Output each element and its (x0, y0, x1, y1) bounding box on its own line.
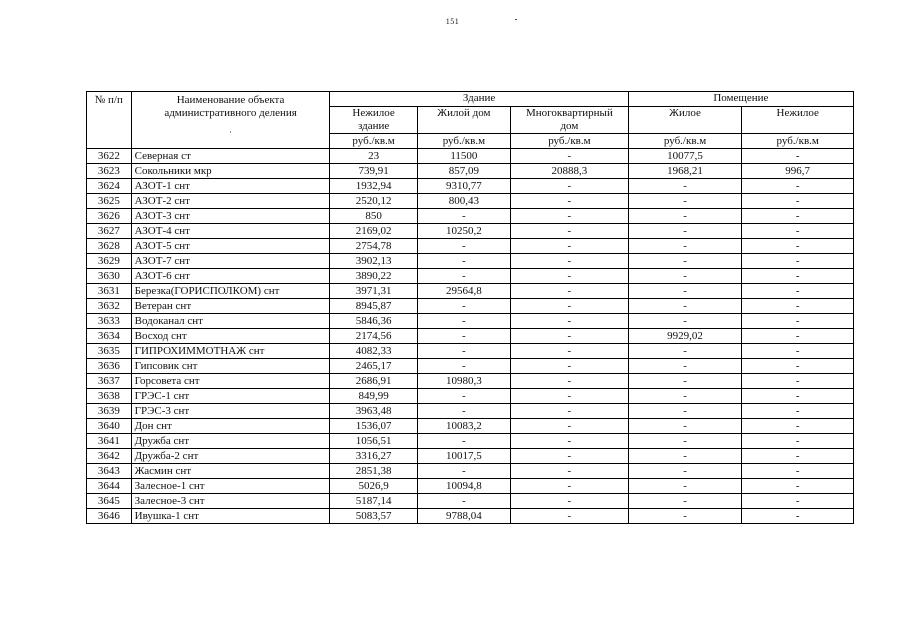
header-name-line1: Наименование объекта (176, 94, 285, 106)
table-row (87, 404, 854, 419)
row-name: Горсовета снт (131, 374, 330, 389)
header-apartment-building-line1: Многоквартирный (525, 107, 613, 119)
cell-residential-house: 857,09 (417, 164, 510, 179)
cell-nonres-building: 5846,36 (330, 314, 417, 329)
cell-nonres-building: 5083,57 (330, 509, 417, 524)
cell-apartment-building: - (511, 194, 629, 209)
cell-premises-residential: - (628, 464, 742, 479)
cell-apartment-building: - (511, 494, 629, 509)
cell-apartment-building: - (511, 149, 629, 164)
cell-nonres-building: 2686,91 (330, 374, 417, 389)
cell-premises-residential: - (628, 284, 742, 299)
cell-residential-house: - (417, 494, 510, 509)
cell-premises-residential: - (628, 419, 742, 434)
cell-premises-nonres: - (742, 284, 854, 299)
cell-premises-residential: - (628, 194, 742, 209)
row-name: АЗОТ-5 снт (131, 239, 330, 254)
header-apartment-building-line2: дом (560, 120, 579, 132)
cell-premises-nonres: - (742, 464, 854, 479)
header-nonres-building (330, 107, 417, 134)
cell-apartment-building: - (511, 179, 629, 194)
row-number: 3624 (87, 179, 132, 194)
row-name: Северная ст (131, 149, 330, 164)
cell-nonres-building: 3963,48 (330, 404, 417, 419)
table-row (87, 509, 854, 524)
cell-nonres-building: 23 (330, 149, 417, 164)
row-number: 3640 (87, 419, 132, 434)
row-name: Дружба снт (131, 434, 330, 449)
header-nonres-building-line2: здание (357, 120, 390, 132)
cell-residential-house: - (417, 269, 510, 284)
row-name: Дон снт (131, 419, 330, 434)
cell-apartment-building: - (511, 464, 629, 479)
cell-residential-house: 10083,2 (417, 419, 510, 434)
cell-premises-nonres: - (742, 299, 854, 314)
header-name-mark: · (229, 127, 233, 137)
row-name: Сокольники мкр (131, 164, 330, 179)
row-name: ГИПРОХИММОТНАЖ снт (131, 344, 330, 359)
cell-apartment-building: - (511, 404, 629, 419)
header-name (131, 92, 330, 149)
cell-residential-house: 11500 (417, 149, 510, 164)
cell-residential-house: - (417, 329, 510, 344)
page-number: 151 (445, 17, 460, 26)
row-name: АЗОТ-1 снт (131, 179, 330, 194)
header-group-premises: Помещение (628, 92, 853, 107)
cell-nonres-building: 3971,31 (330, 284, 417, 299)
cell-residential-house: 10250,2 (417, 224, 510, 239)
row-name: АЗОТ-4 снт (131, 224, 330, 239)
cell-residential-house: - (417, 254, 510, 269)
cell-residential-house: 10980,3 (417, 374, 510, 389)
cell-apartment-building: - (511, 389, 629, 404)
cell-apartment-building: - (511, 449, 629, 464)
cell-premises-nonres: - (742, 344, 854, 359)
header-group-building: Здание (330, 92, 628, 107)
cell-premises-nonres: - (742, 314, 854, 329)
cell-premises-nonres: - (742, 149, 854, 164)
cell-apartment-building: 20888,3 (511, 164, 629, 179)
row-number: 3637 (87, 374, 132, 389)
cell-nonres-building: 5187,14 (330, 494, 417, 509)
row-number: 3629 (87, 254, 132, 269)
cell-premises-nonres: - (742, 374, 854, 389)
cell-premises-nonres: - (742, 254, 854, 269)
cell-residential-house: - (417, 359, 510, 374)
row-name: АЗОТ-6 снт (131, 269, 330, 284)
header-premises-residential: Жилое (628, 107, 742, 134)
unit-premises-residential: руб./кв.м (628, 134, 742, 149)
header-nonres-building-line1: Нежилое (352, 107, 395, 119)
cell-premises-nonres: 996,7 (742, 164, 854, 179)
table-row (87, 179, 854, 194)
row-number: 3630 (87, 269, 132, 284)
cell-premises-nonres: - (742, 239, 854, 254)
row-number: 3642 (87, 449, 132, 464)
cell-residential-house: - (417, 239, 510, 254)
cell-premises-residential: - (628, 344, 742, 359)
scan-speck (515, 19, 517, 20)
row-number: 3643 (87, 464, 132, 479)
cell-residential-house: - (417, 299, 510, 314)
row-name: ГРЭС-3 снт (131, 404, 330, 419)
cell-premises-nonres: - (742, 194, 854, 209)
cell-apartment-building: - (511, 224, 629, 239)
row-number: 3639 (87, 404, 132, 419)
row-number: 3636 (87, 359, 132, 374)
cell-nonres-building: 739,91 (330, 164, 417, 179)
cell-premises-residential: - (628, 434, 742, 449)
header-num: № п/п (87, 92, 132, 149)
cell-nonres-building: 2754,78 (330, 239, 417, 254)
cell-premises-residential: - (628, 254, 742, 269)
cell-nonres-building: 1932,94 (330, 179, 417, 194)
cell-premises-residential: - (628, 314, 742, 329)
table-row (87, 209, 854, 224)
row-number: 3638 (87, 389, 132, 404)
cell-residential-house: 10094,8 (417, 479, 510, 494)
unit-premises-nonres: руб./кв.м (742, 134, 854, 149)
cell-apartment-building: - (511, 269, 629, 284)
row-number: 3625 (87, 194, 132, 209)
row-number: 3626 (87, 209, 132, 224)
unit-nonres-building: руб./кв.м (330, 134, 417, 149)
cell-premises-nonres: - (742, 329, 854, 344)
cell-residential-house: 800,43 (417, 194, 510, 209)
cell-premises-residential: - (628, 209, 742, 224)
cell-premises-residential: 10077,5 (628, 149, 742, 164)
row-number: 3633 (87, 314, 132, 329)
row-name: Ветеран снт (131, 299, 330, 314)
cell-premises-residential: - (628, 224, 742, 239)
table-row (87, 434, 854, 449)
row-number: 3628 (87, 239, 132, 254)
cell-apartment-building: - (511, 509, 629, 524)
table-row (87, 149, 854, 164)
cell-apartment-building: - (511, 479, 629, 494)
cell-nonres-building: 2520,12 (330, 194, 417, 209)
cell-premises-residential: 9929,02 (628, 329, 742, 344)
cell-nonres-building: 4082,33 (330, 344, 417, 359)
row-name: Жасмин снт (131, 464, 330, 479)
cell-apartment-building: - (511, 359, 629, 374)
cell-nonres-building: 850 (330, 209, 417, 224)
table-row (87, 359, 854, 374)
table-row (87, 269, 854, 284)
cell-apartment-building: - (511, 209, 629, 224)
table-row (87, 494, 854, 509)
cell-nonres-building: 3902,13 (330, 254, 417, 269)
header-name-line2: административного деления (164, 107, 297, 119)
cell-premises-residential: - (628, 299, 742, 314)
cell-nonres-building: 1056,51 (330, 434, 417, 449)
cell-premises-residential: - (628, 449, 742, 464)
cell-premises-residential: - (628, 479, 742, 494)
table-row (87, 419, 854, 434)
cell-residential-house: - (417, 209, 510, 224)
row-name: Залесное-3 снт (131, 494, 330, 509)
cell-apartment-building: - (511, 254, 629, 269)
table-row (87, 254, 854, 269)
row-number: 3634 (87, 329, 132, 344)
cell-nonres-building: 2174,56 (330, 329, 417, 344)
cell-apartment-building: - (511, 344, 629, 359)
cell-residential-house: - (417, 389, 510, 404)
row-number: 3646 (87, 509, 132, 524)
cell-nonres-building: 849,99 (330, 389, 417, 404)
cell-residential-house: 29564,8 (417, 284, 510, 299)
cell-premises-nonres: - (742, 389, 854, 404)
row-name: Залесное-1 снт (131, 479, 330, 494)
cell-premises-residential: - (628, 389, 742, 404)
cell-residential-house: - (417, 314, 510, 329)
cell-premises-nonres: - (742, 404, 854, 419)
cell-apartment-building: - (511, 329, 629, 344)
cell-nonres-building: 2169,02 (330, 224, 417, 239)
cell-premises-residential: - (628, 374, 742, 389)
row-number: 3644 (87, 479, 132, 494)
cell-residential-house: - (417, 404, 510, 419)
table-row (87, 224, 854, 239)
row-name: Восход снт (131, 329, 330, 344)
header-apartment-building (511, 107, 629, 134)
cell-premises-residential: 1968,21 (628, 164, 742, 179)
cell-apartment-building: - (511, 419, 629, 434)
cell-premises-residential: - (628, 404, 742, 419)
table-row (87, 374, 854, 389)
row-number: 3622 (87, 149, 132, 164)
cell-residential-house: 9310,77 (417, 179, 510, 194)
cell-premises-residential: - (628, 239, 742, 254)
cell-premises-nonres: - (742, 434, 854, 449)
row-name: АЗОТ-7 снт (131, 254, 330, 269)
row-name: Ивушка-1 снт (131, 509, 330, 524)
cell-apartment-building: - (511, 299, 629, 314)
cell-apartment-building: - (511, 239, 629, 254)
cell-nonres-building: 3316,27 (330, 449, 417, 464)
cell-nonres-building: 2465,17 (330, 359, 417, 374)
row-number: 3631 (87, 284, 132, 299)
cell-premises-nonres: - (742, 449, 854, 464)
cell-residential-house: - (417, 464, 510, 479)
row-number: 3635 (87, 344, 132, 359)
row-name: Березка(ГОРИСПОЛКОМ) снт (131, 284, 330, 299)
cell-premises-nonres: - (742, 509, 854, 524)
cell-apartment-building: - (511, 374, 629, 389)
table-row (87, 239, 854, 254)
table-row (87, 164, 854, 179)
cell-premises-residential: - (628, 359, 742, 374)
header-premises-nonres: Нежилое (742, 107, 854, 134)
cell-premises-residential: - (628, 179, 742, 194)
cell-premises-residential: - (628, 509, 742, 524)
row-name: АЗОТ-3 снт (131, 209, 330, 224)
cell-nonres-building: 2851,38 (330, 464, 417, 479)
cell-premises-nonres: - (742, 209, 854, 224)
header-residential-house: Жилой дом (417, 107, 510, 134)
table-row (87, 479, 854, 494)
table-row (87, 284, 854, 299)
cell-nonres-building: 1536,07 (330, 419, 417, 434)
cell-premises-nonres: - (742, 224, 854, 239)
row-name: Дружба-2 снт (131, 449, 330, 464)
unit-apartment-building: руб./кв.м (511, 134, 629, 149)
cell-premises-nonres: - (742, 269, 854, 284)
cell-premises-residential: - (628, 494, 742, 509)
cell-premises-nonres: - (742, 419, 854, 434)
cell-residential-house: - (417, 434, 510, 449)
table-row (87, 449, 854, 464)
cell-premises-residential: - (628, 269, 742, 284)
cell-apartment-building: - (511, 314, 629, 329)
cell-nonres-building: 3890,22 (330, 269, 417, 284)
cell-premises-nonres: - (742, 494, 854, 509)
cadastral-value-table (86, 91, 854, 524)
cell-premises-nonres: - (742, 359, 854, 374)
table-row (87, 329, 854, 344)
row-number: 3627 (87, 224, 132, 239)
table-row (87, 344, 854, 359)
row-number: 3645 (87, 494, 132, 509)
cell-residential-house: 9788,04 (417, 509, 510, 524)
cell-premises-nonres: - (742, 179, 854, 194)
cell-residential-house: 10017,5 (417, 449, 510, 464)
row-name: Гипсовик снт (131, 359, 330, 374)
row-number: 3641 (87, 434, 132, 449)
table-row (87, 194, 854, 209)
row-number: 3632 (87, 299, 132, 314)
cell-nonres-building: 8945,87 (330, 299, 417, 314)
cell-nonres-building: 5026,9 (330, 479, 417, 494)
table-row (87, 299, 854, 314)
row-name: Водоканал снт (131, 314, 330, 329)
table-row (87, 464, 854, 479)
row-name: ГРЭС-1 снт (131, 389, 330, 404)
unit-residential-house: руб./кв.м (417, 134, 510, 149)
table-row (87, 389, 854, 404)
cell-premises-nonres: - (742, 479, 854, 494)
cell-apartment-building: - (511, 284, 629, 299)
row-name: АЗОТ-2 снт (131, 194, 330, 209)
table-row (87, 314, 854, 329)
row-number: 3623 (87, 164, 132, 179)
cell-apartment-building: - (511, 434, 629, 449)
cell-residential-house: - (417, 344, 510, 359)
